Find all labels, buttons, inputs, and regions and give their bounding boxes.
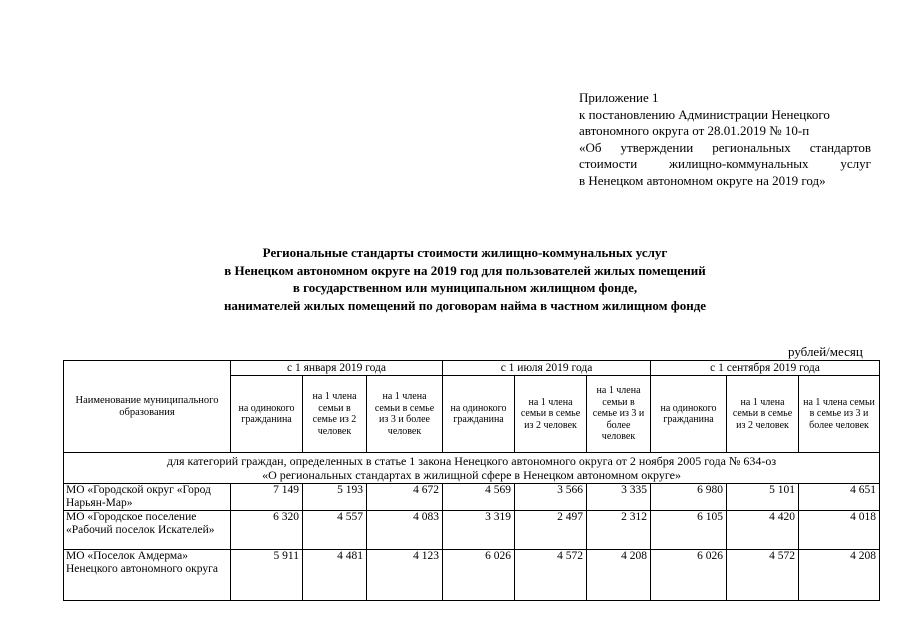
name-column-header: Наименование муниципального образования <box>64 361 231 453</box>
header-row-periods <box>64 361 880 376</box>
subheader-family-2: на 1 члена семьи в семье из 2 человек <box>303 376 367 453</box>
title-line: Региональные стандарты стоимости жилищно-коммунальных услуг <box>262 245 668 260</box>
value-cell: 4 557 <box>303 511 367 550</box>
appendix-line: к постановлению Администрации Ненецкого <box>579 106 830 122</box>
units-label: рублей/месяц <box>788 344 863 359</box>
value-cell: 7 149 <box>231 484 303 511</box>
category-line: для категорий граждан, определенных в статье 1 закона Ненецкого автономного округа от 2 ноября 2005 года № 634-оз <box>166 454 777 468</box>
value-cell: 6 320 <box>231 511 303 550</box>
value-cell: 4 572 <box>727 550 799 601</box>
period-header: с 1 июля 2019 года <box>443 361 651 376</box>
category-row <box>64 453 880 484</box>
subheader-single: на одинокого гражданина <box>231 376 303 453</box>
period-header: с 1 января 2019 года <box>231 361 443 376</box>
value-cell: 4 123 <box>367 550 443 601</box>
subheader-single: на одинокого гражданина <box>651 376 727 453</box>
appendix-block <box>579 90 871 189</box>
value-cell: 2 497 <box>515 511 587 550</box>
period-header: с 1 сентября 2019 года <box>651 361 880 376</box>
title-line: в государственном или муниципальном жилищном фонде, <box>292 280 638 295</box>
value-cell: 4 208 <box>799 550 880 601</box>
appendix-line: Приложение 1 <box>579 90 659 105</box>
subheader-family-3: на 1 члена семьи в семье из 3 и более человек <box>799 376 880 453</box>
document-title <box>140 244 790 314</box>
subheader-family-2: на 1 члена семьи в семье из 2 человек <box>727 376 799 453</box>
subheader-single: на одинокого гражданина <box>443 376 515 453</box>
appendix-line: в Ненецком автономном округе на 2019 год» <box>579 172 826 188</box>
table-row <box>64 511 880 550</box>
value-cell: 5 101 <box>727 484 799 511</box>
title-line: нанимателей жилых помещений по договорам найма в частном жилищном фонде <box>223 297 707 313</box>
table-row <box>64 484 880 511</box>
value-cell: 4 208 <box>587 550 651 601</box>
value-cell: 3 319 <box>443 511 515 550</box>
category-cell <box>64 453 880 484</box>
value-cell: 3 335 <box>587 484 651 511</box>
value-cell: 4 481 <box>303 550 367 601</box>
value-cell: 6 026 <box>651 550 727 601</box>
value-cell: 4 083 <box>367 511 443 550</box>
table-row <box>64 550 880 601</box>
value-cell: 6 105 <box>651 511 727 550</box>
value-cell: 2 312 <box>587 511 651 550</box>
category-line: «О региональных стандартах в жилищной сфере в Ненецком автономном округе» <box>262 468 681 482</box>
value-cell: 4 569 <box>443 484 515 511</box>
standards-table <box>63 360 880 601</box>
value-cell: 5 911 <box>231 550 303 601</box>
value-cell: 4 672 <box>367 484 443 511</box>
value-cell: 4 651 <box>799 484 880 511</box>
municipality-name: МО «Городской округ «Город Нарьян-Мар» <box>64 484 231 511</box>
value-cell: 4 018 <box>799 511 880 550</box>
title-line: в Ненецком автономном округе на 2019 год для пользователей жилых помещений <box>224 262 706 278</box>
subheader-family-3: на 1 члена семьи в семье из 3 и более человек <box>367 376 443 453</box>
value-cell: 6 026 <box>443 550 515 601</box>
appendix-line: «Об утверждении региональных стандартов <box>579 139 871 155</box>
subheader-family-3: на 1 члена семьи в семье из 3 и более человек <box>587 376 651 453</box>
value-cell: 6 980 <box>651 484 727 511</box>
appendix-line: автономного округа от 28.01.2019 № 10-п <box>579 123 810 138</box>
value-cell: 3 566 <box>515 484 587 511</box>
value-cell: 4 572 <box>515 550 587 601</box>
appendix-line: стоимости жилищно-коммунальных услуг <box>579 156 871 171</box>
municipality-name: МО «Поселок Амдерма» Ненецкого автономного округа <box>64 550 231 601</box>
value-cell: 4 420 <box>727 511 799 550</box>
subheader-family-2: на 1 члена семьи в семье из 2 человек <box>515 376 587 453</box>
value-cell: 5 193 <box>303 484 367 511</box>
municipality-name: МО «Городское поселение «Рабочий поселок Искателей» <box>64 511 231 550</box>
